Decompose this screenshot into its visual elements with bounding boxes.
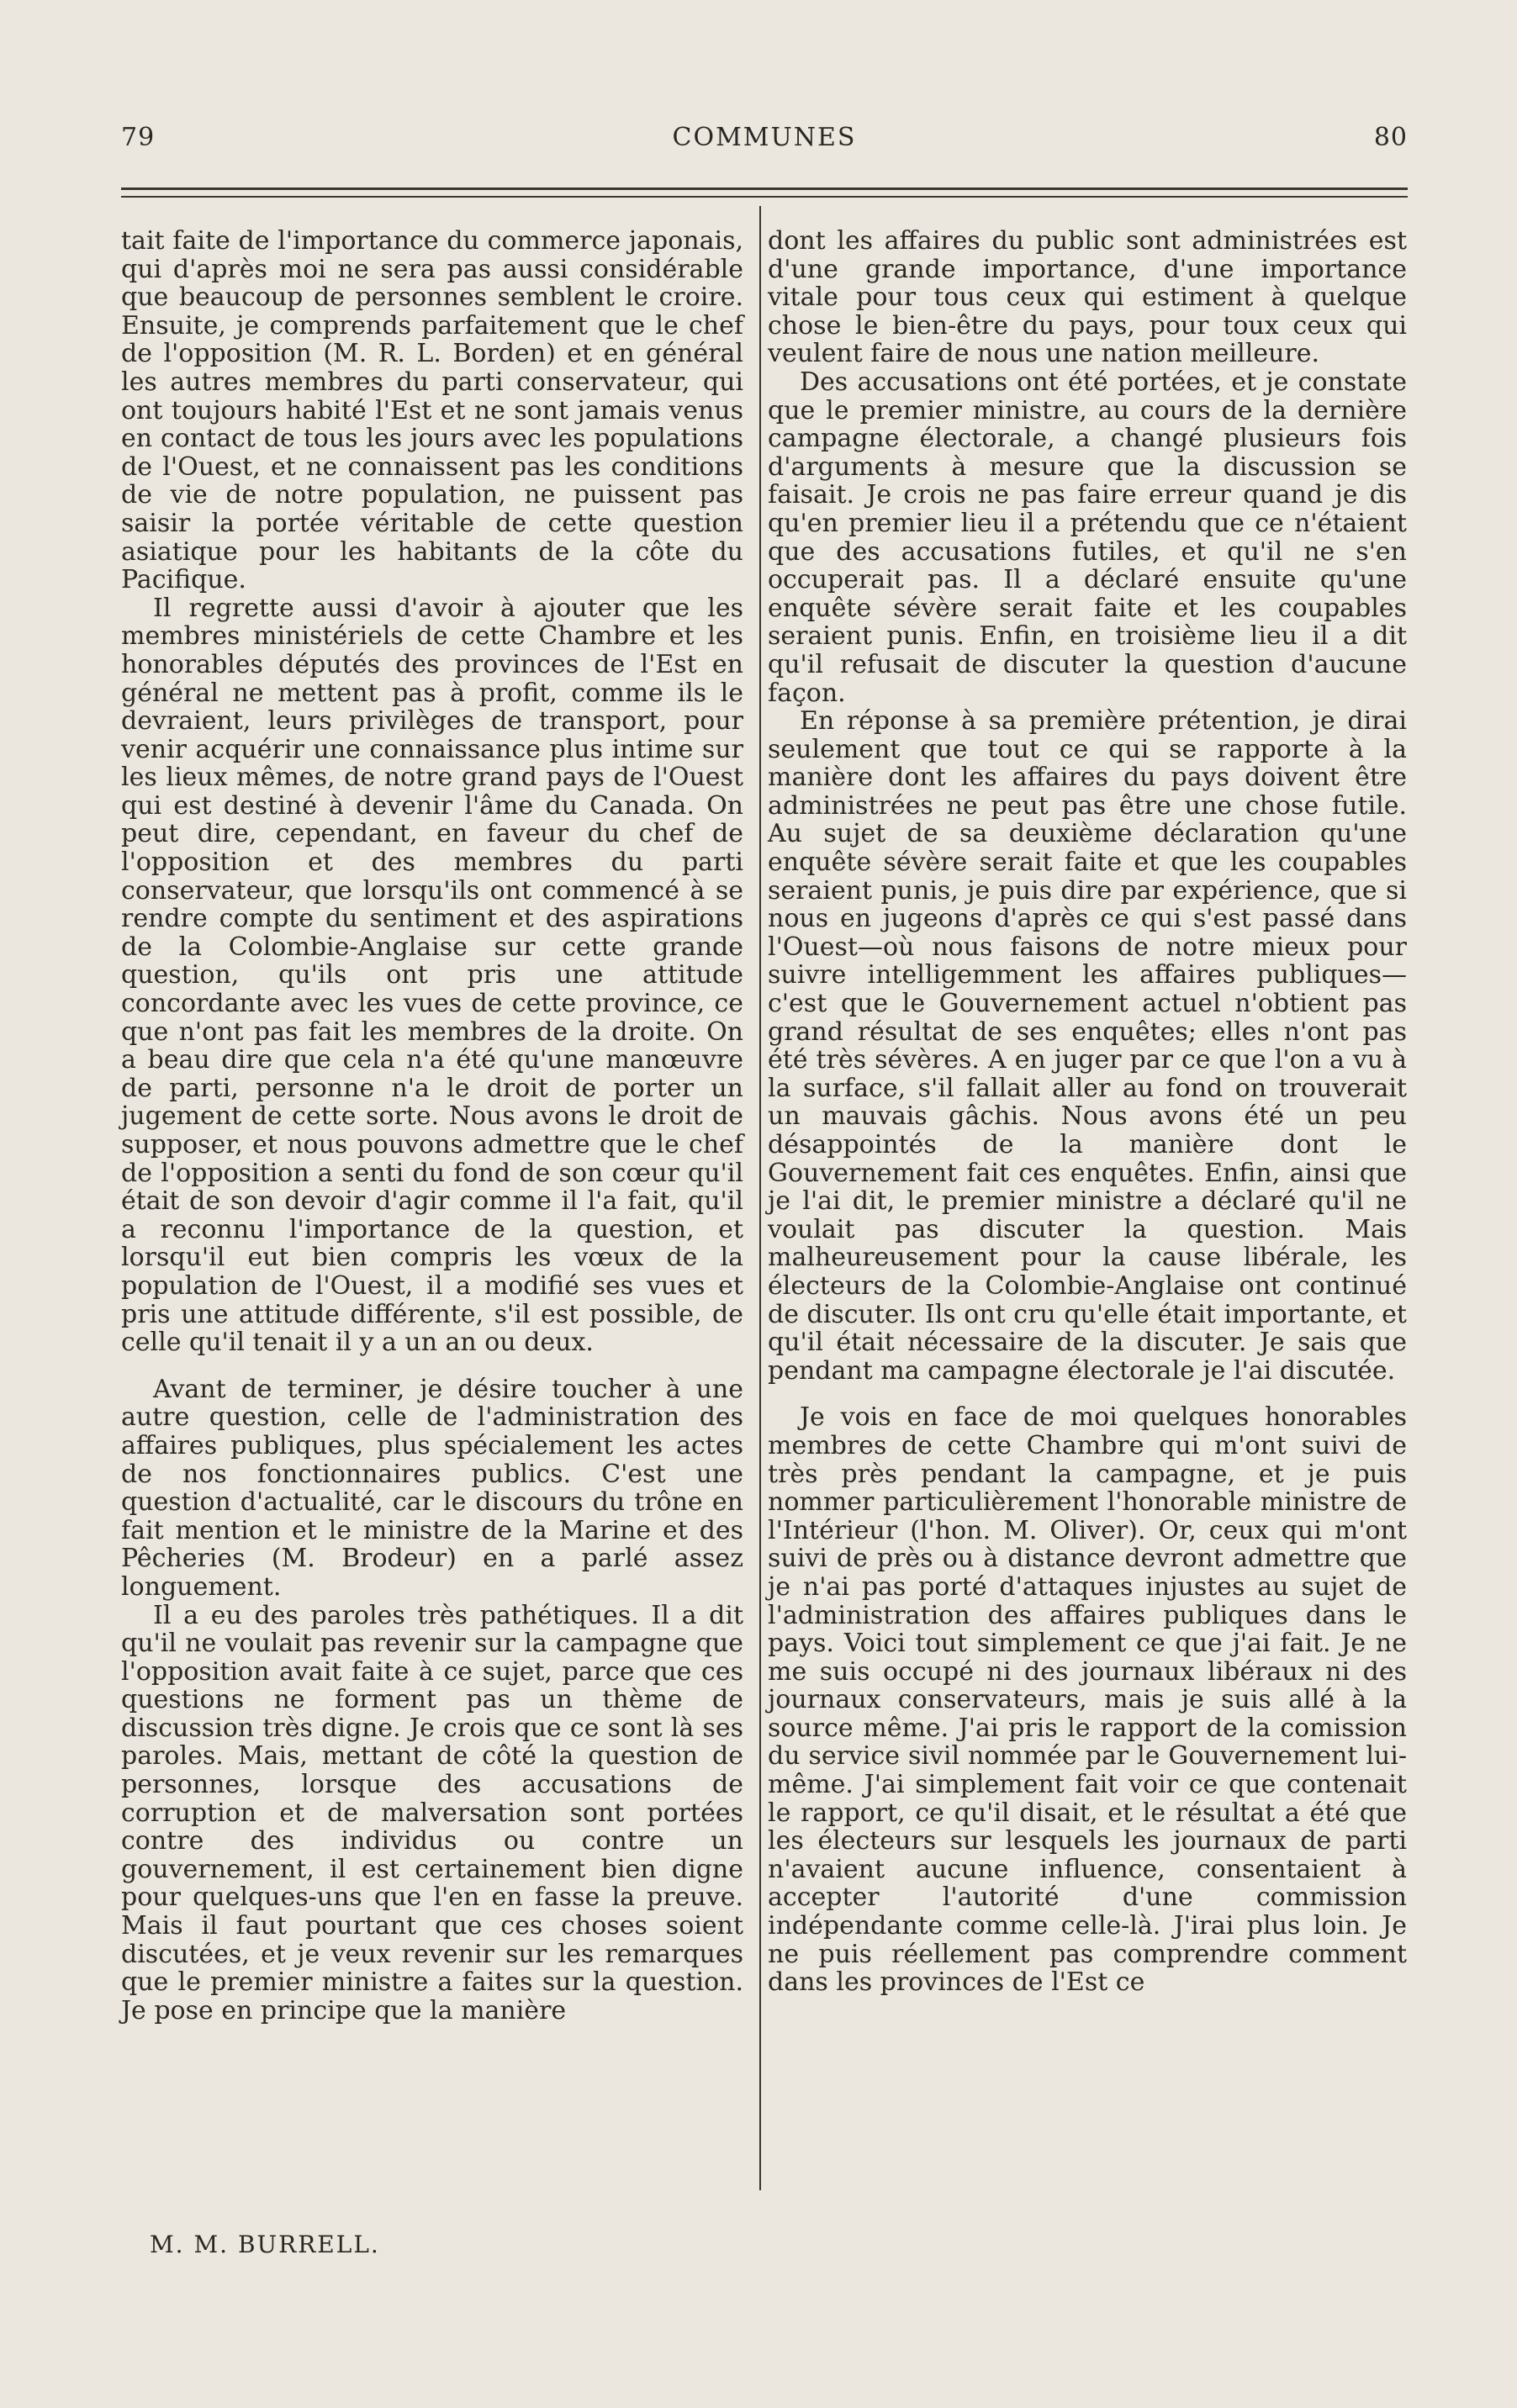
column-divider <box>759 206 761 2190</box>
left-paragraph-1: tait faite de l'importance du commerce japonais, qui d'après moi ne sera pas aussi considérable que beaucoup de personnes semblent le croire. Ensuite, je comprends parfaitement que le chef de l'opposition (M. R. L. Borden) et en général les autres membres du parti conservateur, qui ont toujours habité l'Est et ne sont jamais venus en contact de tous les jours avec les populations de l'Ouest, et ne connaissent pas les conditions de vie de notre population, ne puissent pas saisir la portée véritable de cette question asiatique pour les habitants de la côte du Pacifique. <box>121 226 743 595</box>
right-paragraph-3: En réponse à sa première prétention, je dirai seulement que tout ce qui se rapporte à la manière dont les affaires du pays doivent être administrées ne peut pas être une chose futile. Au sujet de sa deuxième déclaration qu'une enquête sévère serait faite et que les coupables seraient punis, je puis dire par expérience, que si nous en jugeons d'après ce qui s'est passé dans l'Ouest—où nous faisons de notre mieux pour suivre intelligemment les affaires publiques—c'est que le Gouvernement actuel n'obtient pas grand résultat de ses enquêtes; elles n'ont pas été très sévères. A en juger par ce que l'on a vu à la surface, s'il fallait aller au fond on trouverait un mauvais gâchis. Nous avons été un peu désappointés de la manière dont le Gouvernement fait ces enquêtes. Enfin, ainsi que je l'ai dit, le premier ministre a déclaré qu'il ne voulait pas discuter la question. Mais malheureusement pour la cause libérale, les électeurs de la Colombie-Anglaise ont continué de discuter. Ils ont cru qu'elle était importante, et qu'il était nécessaire de la discuter. Je sais que pendant ma campagne électorale je l'ai discutée. <box>768 706 1407 1386</box>
left-paragraph-3: Avant de terminer, je désire toucher à une autre question, celle de l'administration des affaires publiques, plus spécialement les actes de nos fonctionnaires publics. C'est une question d'actualité, car le discours du trône en fait mention et le ministre de la Marine et des Pêcheries (M. Brodeur) en a parlé assez longuement. <box>121 1374 743 1602</box>
left-paragraph-2: Il regrette aussi d'avoir à ajouter que les membres ministériels de cette Chambre et les honorables députés des provinces de l'Est en général ne mettent pas à profit, comme ils le devraient, leurs privilèges de transport, pour venir acquérir une connaissance plus intime sur les lieux mêmes, de notre grand pays de l'Ouest qui est destiné à devenir l'âme du Canada. On peut dire, cependant, en faveur du chef de l'opposition et des membres du parti conservateur, que lorsqu'ils ont commencé à se rendre compte du sentiment et des aspirations de la Colombie-Anglaise sur cette grande question, qu'ils ont pris une attitude concordante avec les vues de cette province, ce que n'ont pas fait les membres de la droite. On a beau dire que cela n'a été qu'une manœuvre de parti, personne n'a le droit de porter un jugement de cette sorte. Nous avons le droit de supposer, et nous pouvons admettre que le chef de l'opposition a senti du fond de son cœur qu'il était de son devoir d'agir comme il l'a fait, qu'il a reconnu l'importance de la question, et lorsqu'il eut bien compris les vœux de la population de l'Ouest, il a modifié ses vues et pris une attitude différente, s'il est possible, de celle qu'il tenait il y a un an ou deux. <box>121 593 743 1358</box>
header-rule-top <box>121 187 1408 190</box>
right-paragraph-4: Je vois en face de moi quelques honorables membres de cette Chambre qui m'ont suivi de très près pendant la campagne, et je puis nommer particulièrement l'honorable ministre de l'Intérieur (l'hon. M. Oliver). Or, ceux qui m'ont suivi de près ou à distance devront admettre que je n'ai pas porté d'attaques injustes au sujet de l'administration des affaires publiques dans le pays. Voici tout simplement ce que j'ai fait. Je ne me suis occupé ni des journaux libéraux ni des journaux conservateurs, mais je suis allé à la source même. J'ai pris le rapport de la comission du service sivil nommée par le Gouvernement lui-même. J'ai simplement fait voir ce que contenait le rapport, ce qu'il disait, et le résultat a été que les électeurs sur lesquels les journaux de parti n'avaient aucune influence, consentaient à accepter l'autorité d'une commission indépendante comme celle-là. J'irai plus loin. Je ne puis réellement pas comprendre comment dans les provinces de l'Est ce <box>768 1402 1407 1998</box>
speaker-footer: M. M. BURRELL. <box>150 2231 380 2258</box>
header-rule-bottom <box>121 196 1408 198</box>
right-column <box>768 227 1407 1997</box>
left-paragraph-4: Il a eu des paroles très pathétiques. Il a dit qu'il ne voulait pas revenir sur la campagne que l'opposition avait faite à ce sujet, parce que ces questions ne forment pas un thème de discussion très digne. Je crois que ce sont là ses paroles. Mais, mettant de côté la question de personnes, lorsque des accusations de corruption et de malversation sont portées contre des individus ou contre un gouvernement, il est certainement bien digne pour quelques-uns que l'en en fasse la preuve. Mais il faut pourtant que ces choses soient discutées, et je veux revenir sur les remarques que le premier ministre a faites sur la question. Je pose en principe que la manière <box>121 1600 743 2025</box>
left-column <box>121 227 743 2025</box>
left-page-number: 79 <box>121 123 156 152</box>
right-paragraph-1: dont les affaires du public sont administrées est d'une grande importance, d'une importance vitale pour tous ceux qui estiment à quelque chose le bien-être du pays, pour toux ceux qui veulent faire de nous une nation meilleure. <box>768 226 1407 369</box>
right-paragraph-2: Des accusations ont été portées, et je constate que le premier ministre, au cours de la dernière campagne électorale, a changé plusieurs fois d'arguments à mesure que la discussion se faisait. Je crois ne pas faire erreur quand je dis qu'en premier lieu il a prétendu que ce n'étaient que des accusations futiles, et qu'il ne s'en occuperait pas. Il a déclaré ensuite qu'une enquête sévère serait faite et les coupables seraient punis. Enfin, en troisième lieu il a dit qu'il refusait de discuter la question d'aucune façon. <box>768 367 1407 708</box>
page-header <box>121 116 1408 158</box>
right-page-number: 80 <box>1373 123 1408 152</box>
page-title: COMMUNES <box>672 123 857 152</box>
